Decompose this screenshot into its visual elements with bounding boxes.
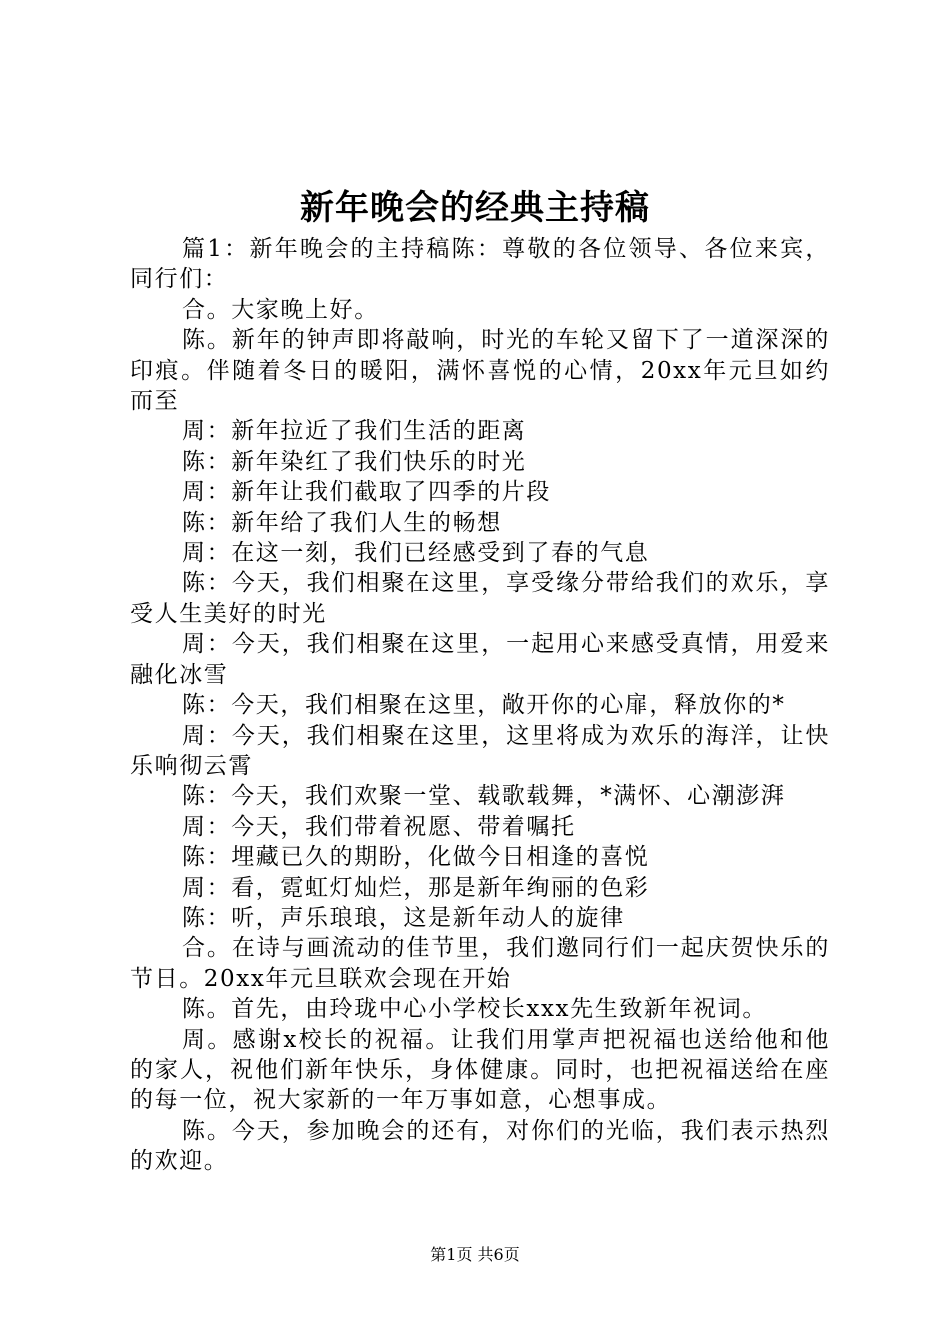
paragraph: 周：新年让我们截取了四季的片段 — [182, 479, 551, 506]
paragraph: 陈：今天，我们相聚在这里，享受缘分带给我们的欢乐，享受人生美好的时光 — [130, 570, 830, 627]
paragraph: 陈。今天，参加晚会的还有，对你们的光临，我们表示热烈的欢迎。 — [130, 1117, 830, 1175]
page-title: 新年晚会的经典主持稿 — [300, 188, 650, 228]
paragraph: 周：新年拉近了我们生活的距离 — [182, 418, 527, 445]
paragraph: 陈：新年给了我们人生的畅想 — [182, 509, 502, 536]
paragraph: 合。在诗与画流动的佳节里，我们邀同行们一起庆贺快乐的节日。20xx年元旦联欢会现在开始 — [130, 935, 830, 992]
paragraph: 周：今天，我们相聚在这里，一起用心来感受真情，用爱来融化冰雪 — [130, 631, 830, 688]
paragraph: 陈：听，声乐琅琅，这是新年动人的旋律 — [182, 904, 625, 931]
page-number-footer: 第1页 共6页 — [430, 1245, 520, 1264]
paragraph: 陈：新年染红了我们快乐的时光 — [182, 448, 527, 475]
paragraph: 陈：今天，我们相聚在这里，敞开你的心扉，释放你的* — [182, 692, 786, 719]
paragraph: 陈。新年的钟声即将敲响，时光的车轮又留下了一道深深的印痕。伴随着冬日的暖阳，满怀喜悦的心情，20xx年元旦如约而至 — [130, 327, 830, 415]
paragraph: 陈：今天，我们欢聚一堂、载歌载舞，*满怀、心潮澎湃 — [182, 783, 786, 810]
paragraph: 周：今天，我们相聚在这里，这里将成为欢乐的海洋，让快乐响彻云霄 — [130, 722, 830, 779]
paragraph: 合。大家晚上好。 — [182, 296, 379, 323]
paragraph: 篇1：新年晚会的主持稿陈：尊敬的各位领导、各位来宾，同行们： — [130, 236, 830, 293]
paragraph: 陈：埋藏已久的期盼，化做今日相逢的喜悦 — [182, 844, 650, 871]
paragraph: 周：看，霓虹灯灿烂，那是新年绚丽的色彩 — [182, 874, 650, 901]
paragraph: 周：在这一刻，我们已经感受到了春的气息 — [182, 540, 650, 567]
paragraph: 周。感谢x校长的祝福。让我们用掌声把祝福也送给他和他的家人，祝他们新年快乐，身体健康。同时，也把祝福送给在座的每一位，祝大家新的一年万事如意，心想事成。 — [130, 1026, 830, 1114]
document-body — [130, 234, 830, 1177]
paragraph: 陈。首先，由玲珑中心小学校长xxx先生致新年祝词。 — [182, 996, 767, 1023]
paragraph: 周：今天，我们带着祝愿、带着嘱托 — [182, 813, 576, 840]
